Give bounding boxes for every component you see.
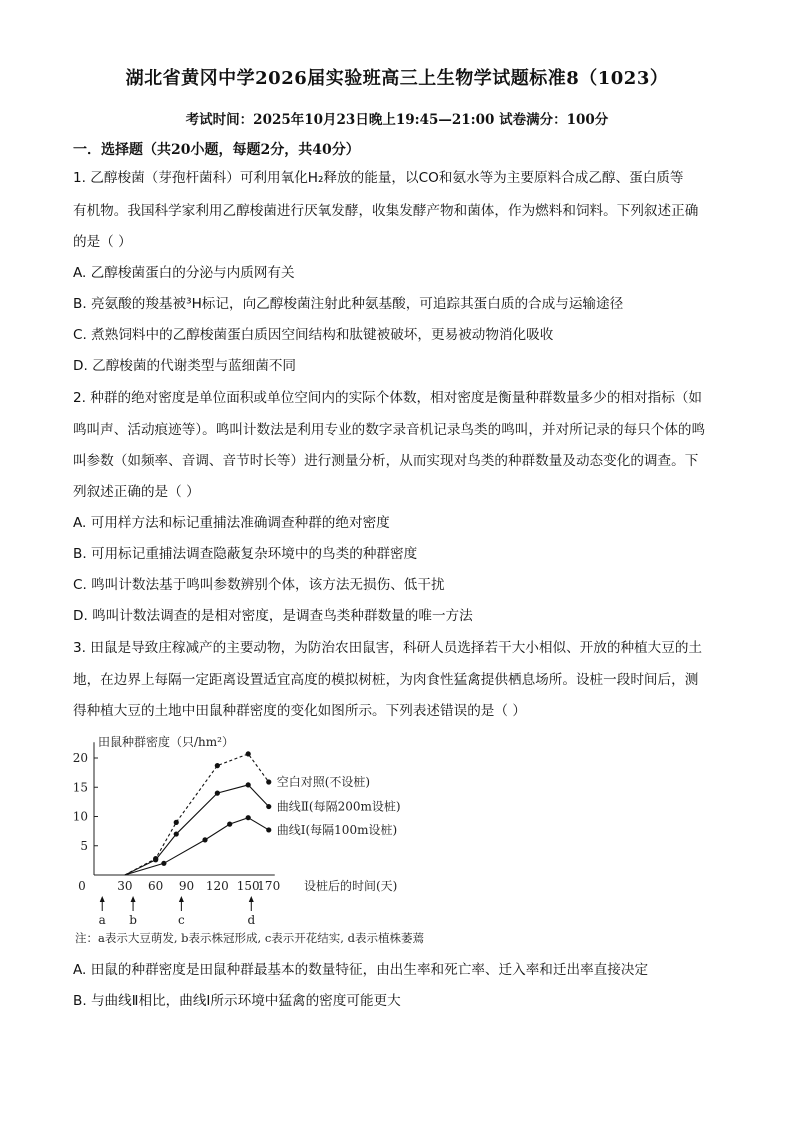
data-point (227, 822, 232, 827)
y-tick-label: 5 (80, 838, 88, 853)
q2-option-a: A. 可用样方法和标记重捕法准确调查种群的绝对密度 (73, 515, 390, 531)
exam-info: 考试时间：2025年10月23日晚上19:45—21:00 试卷满分：100分 (185, 112, 609, 128)
chart-x-label: 设桩后的时间(天) (304, 879, 398, 893)
chart-series (125, 751, 401, 875)
data-point (215, 791, 220, 796)
data-point (266, 827, 271, 832)
y-tick-label: 10 (72, 809, 88, 824)
y-tick-label: 15 (72, 780, 88, 795)
chart-markers (99, 896, 256, 927)
q2-stem-line: 2. 种群的绝对密度是单位面积或单位空间内的实际个体数，相对密度是衡量种群数量多少的相对指标（如 (73, 390, 703, 406)
x-tick-label: 60 (148, 879, 164, 893)
marker-label: c (178, 913, 185, 927)
marker-arrowhead (100, 896, 105, 902)
q3-option-b: B. 与曲线Ⅱ相比，曲线Ⅰ所示环境中猛禽的密度可能更大 (73, 993, 401, 1009)
series-line (125, 785, 269, 875)
q2-stem-line: 鸣叫声、活动痕迹等）。鸣叫计数法是利用专业的数字录音机记录鸟类的鸣叫，并对所记录的每只个体的鸣 (73, 422, 706, 438)
data-point (161, 861, 166, 866)
marker-arrowhead (131, 896, 136, 902)
y-tick-label: 20 (72, 751, 88, 765)
q3-stem-line: 3. 田鼠是导致庄稼减产的主要动物，为防治农田鼠害，科研人员选择若干大小相似、开放的种植大豆的土 (73, 640, 703, 656)
data-point (153, 857, 158, 862)
q1-option-d: D. 乙醇梭菌的代谢类型与蓝细菌不同 (73, 358, 297, 374)
chart-note: 注：a表示大豆萌发, b表示株冠形成, c表示开花结实, d表示植株萎蔫 (75, 931, 424, 945)
q1-option-a: A. 乙醇梭菌蛋白的分泌与内质网有关 (73, 265, 295, 281)
q3-stem-line: 得种植大豆的土地中田鼠种群密度的变化如图所示。下列表述错误的是（ ） (73, 703, 526, 719)
q3-option-a: A. 田鼠的种群密度是田鼠种群最基本的数量特征，由出生率和死亡率、迁入率和迁出率直接决定 (73, 962, 649, 978)
data-point (246, 782, 251, 787)
data-point (246, 751, 251, 756)
marker-label: a (98, 913, 106, 927)
data-point (246, 815, 251, 820)
marker-arrowhead (249, 896, 254, 902)
data-point (266, 804, 271, 809)
q2-option-b: B. 可用标记重捕法调查隐蔽复杂环境中的鸟类的种群密度 (73, 546, 418, 562)
q1-option-c: C. 煮熟饲料中的乙醇梭菌蛋白质因空间结构和肽键被破坏，更易被动物消化吸收 (73, 327, 554, 343)
exam-title: 湖北省黄冈中学2026届实验班高三上生物学试题标准8（1023） (125, 68, 669, 89)
q1-option-b: B. 亮氨酸的羧基被³H标记，向乙醇梭菌注射此种氨基酸，可追踪其蛋白质的合成与运输途径 (73, 296, 624, 312)
series-label: 曲线Ⅰ(每隔100m设桩) (276, 822, 398, 837)
data-point (174, 820, 179, 825)
chart-y-label: 田鼠种群密度（只/hm²） (98, 735, 234, 749)
population-density-chart (58, 728, 528, 953)
data-point (266, 779, 271, 784)
data-point (202, 837, 207, 842)
x-tick-label: 0 (78, 879, 86, 893)
x-tick-label: 90 (178, 879, 195, 893)
q3-stem-line: 地，在边界上每隔一定距离设置适宜高度的模拟树桩，为肉食性猛禽提供栖息场所。设桩一段时间后，测 (73, 672, 699, 688)
data-point (215, 763, 220, 768)
x-tick-label: 120 (205, 879, 229, 893)
data-point (174, 831, 179, 836)
marker-label: d (247, 913, 256, 927)
q2-option-d: D. 鸣叫计数法调查的是相对密度，是调查鸟类种群数量的唯一方法 (73, 608, 473, 624)
q1-stem-line: 的是（ ） (73, 234, 132, 250)
marker-label: b (129, 913, 137, 927)
x-tick-label: 30 (117, 879, 133, 893)
section-heading: 一．选择题（共20小题，每题2分，共40分） (73, 142, 360, 158)
q2-stem-line: 列叙述正确的是（ ） (73, 484, 200, 500)
marker-arrowhead (179, 896, 184, 902)
series-line (125, 754, 269, 875)
q1-stem-line: 有机物。我国科学家利用乙醇梭菌进行厌氧发酵，收集发酵产物和菌体，作为燃料和饲料。下列叙述正确 (73, 203, 699, 219)
series-label: 空白对照(不设桩) (276, 774, 371, 789)
q2-stem-line: 叫参数（如频率、音调、音节时长等）进行测量分析，从而实现对鸟类的种群数量及动态变化的调查。下 (73, 453, 699, 469)
q1-stem-line: 1. 乙醇梭菌（芽孢杆菌科）可利用氧化H₂释放的能量，以CO和氨水等为主要原料合成乙醇、蛋白质等 (73, 170, 684, 186)
x-tick-label: 170 (257, 879, 281, 893)
series-line (125, 818, 269, 875)
x-tick-label: 150 (236, 879, 260, 893)
series-label: 曲线Ⅱ(每隔200m设桩) (276, 799, 401, 814)
q2-option-c: C. 鸣叫计数法基于鸣叫参数辨别个体，该方法无损伤、低干扰 (73, 577, 445, 593)
